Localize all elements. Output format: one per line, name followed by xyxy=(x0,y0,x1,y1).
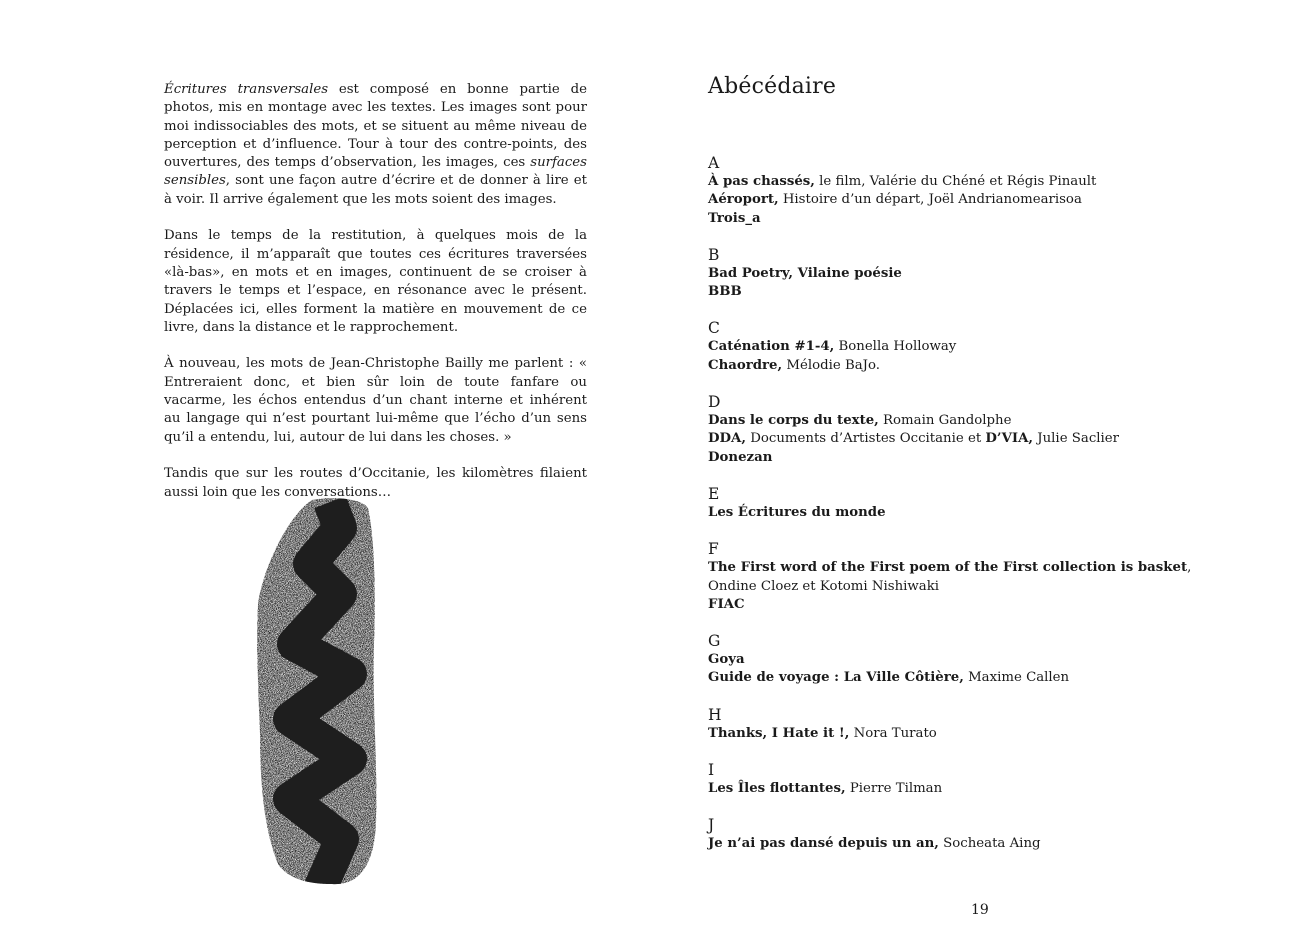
zigzag-stone-image xyxy=(250,494,380,888)
entry-line xyxy=(708,559,1192,577)
book-title-italic: Écritures transversales xyxy=(164,82,329,97)
entry-detail: Julie Saclier xyxy=(1033,431,1119,447)
section-letter: G xyxy=(708,632,721,651)
section-letter: H xyxy=(708,705,722,724)
entry-line xyxy=(708,725,1148,743)
entry-title: Chaordre, xyxy=(708,357,783,373)
entry-title: The First word of the First poem of the First collection is basket xyxy=(708,560,1188,576)
section-letter: E xyxy=(708,484,720,503)
entry-detail: Romain Gandolphe xyxy=(878,413,1012,429)
entry-line xyxy=(708,669,1148,687)
section-a xyxy=(708,154,1148,228)
entry-title: Guide de voyage : La Ville Côtière, xyxy=(708,670,964,686)
entry-detail: Histoire d’un départ, Joël Andrianomearisoa xyxy=(778,192,1082,208)
entry-line xyxy=(708,283,1148,301)
entry-detail: , xyxy=(1187,560,1192,576)
section-letter: A xyxy=(708,154,720,172)
entry-title: Les Écritures du monde xyxy=(708,504,886,520)
section-f xyxy=(708,540,1192,614)
entry-detail: Documents d’Artistes Occitanie et xyxy=(746,431,986,447)
section-g xyxy=(708,632,1148,688)
entry-line xyxy=(708,191,1148,209)
entry-title: Goya xyxy=(708,652,745,668)
entry-line xyxy=(708,504,1148,522)
entry-line xyxy=(708,357,1148,375)
abecedaire-title: Abécédaire xyxy=(708,74,837,99)
entry-detail: Socheata Aing xyxy=(938,836,1041,852)
paragraph-3: À nouveau, les mots de Jean-Christophe Bailly me parlent : « Entreraient donc, et bien sûr loin de toute fanfare ou vacarme, les échos entendus d’un chant interne et inhérent au langage qui n’est pourtant lui-même que l’écho d’un sens qu’il a entendu, lui, autour de lui dans les choses. » xyxy=(164,356,587,445)
entry-title: Thanks, I Hate it !, xyxy=(708,725,850,741)
abecedaire-column xyxy=(708,72,1192,854)
entry-line xyxy=(708,338,1148,356)
entry-line xyxy=(708,430,1148,448)
section-h xyxy=(708,706,1148,743)
section-i xyxy=(708,761,1148,798)
italic-phrase: surfaces sensibles xyxy=(164,155,587,189)
entry-line xyxy=(708,780,1148,798)
entry-detail: Ondine Cloez et Kotomi Nishiwaki xyxy=(708,578,940,594)
section-letter: J xyxy=(708,816,715,835)
entry-title: Aéroport, xyxy=(708,192,779,208)
entry-line xyxy=(708,596,1148,614)
section-letter: I xyxy=(708,761,715,780)
entry-line xyxy=(708,412,1148,430)
entry-title: Trois_a xyxy=(708,210,761,226)
paragraph-1: Écritures transversales est composé en bonne partie de photos, mis en montage avec les textes. Les images sont pour moi indissociables des mots, et se situent au même niveau de perception et d’influence. Tour à tour des contre-points, des ouvertures, des temps d’observation, les images, ces surfaces sensibles, sont une façon autre d’écrire et de donner à lire et à voir. Il arrive également que les mots soient des images. xyxy=(164,82,587,207)
entry-line xyxy=(708,173,1148,191)
entry-line xyxy=(708,651,1148,669)
entry-title: Bad Poetry, Vilaine poésie xyxy=(708,265,902,281)
entry-title: À pas chassés, xyxy=(708,174,815,189)
section-letter: B xyxy=(708,245,720,264)
entry-line xyxy=(708,835,1148,853)
entry-title: DDA, xyxy=(708,431,747,447)
entry-detail: Mélodie BaJo. xyxy=(782,357,880,373)
entry-detail: le film, Valérie du Chéné et Régis Pinault xyxy=(814,174,1097,189)
entry-title: Les Îles flottantes, xyxy=(708,781,846,797)
paragraph-2: Dans le temps de la restitution, à quelques mois de la résidence, il m’apparaît que toutes ces écritures traversées «là-bas», en mots et en images, continuent de se croiser à travers le temps et l’espace, en résonance avec le présent. Déplacées ici, elles forment la matière en mouvement de ce livre, dans la distance et le rapprochement. xyxy=(164,228,587,335)
section-letter: F xyxy=(708,540,719,559)
entry-title: FIAC xyxy=(708,596,745,612)
entry-line xyxy=(708,265,1148,283)
entry-title: Caténation #1-4, xyxy=(708,339,835,355)
entry-line xyxy=(708,210,1148,228)
section-c xyxy=(708,319,1148,375)
paragraph-4: Tandis que sur les routes d’Occitanie, les kilomètres filaient aussi loin que les conversations… xyxy=(164,466,587,500)
entry-line xyxy=(708,578,1148,596)
section-d xyxy=(708,393,1148,467)
page-number: 19 xyxy=(971,902,989,918)
section-e xyxy=(708,485,1148,522)
entry-title: Donezan xyxy=(708,449,773,465)
entry-detail: Maxime Callen xyxy=(963,670,1070,686)
section-b xyxy=(708,246,1148,302)
entry-line xyxy=(708,449,1148,467)
entry-title: BBB xyxy=(708,284,742,300)
section-j xyxy=(708,816,1148,853)
abecedaire-list xyxy=(708,154,1192,854)
entry-detail: Bonella Holloway xyxy=(834,339,957,355)
section-letter: C xyxy=(708,319,720,338)
left-text-column xyxy=(164,81,587,502)
entry-title: Je n’ai pas dansé depuis un an, xyxy=(708,836,939,852)
entry-title: Dans le corps du texte, xyxy=(708,413,879,429)
entry-detail: Nora Turato xyxy=(849,725,937,741)
section-letter: D xyxy=(708,393,721,412)
entry-detail: Pierre Tilman xyxy=(845,781,943,797)
entry-title: D’VIA, xyxy=(985,431,1034,447)
